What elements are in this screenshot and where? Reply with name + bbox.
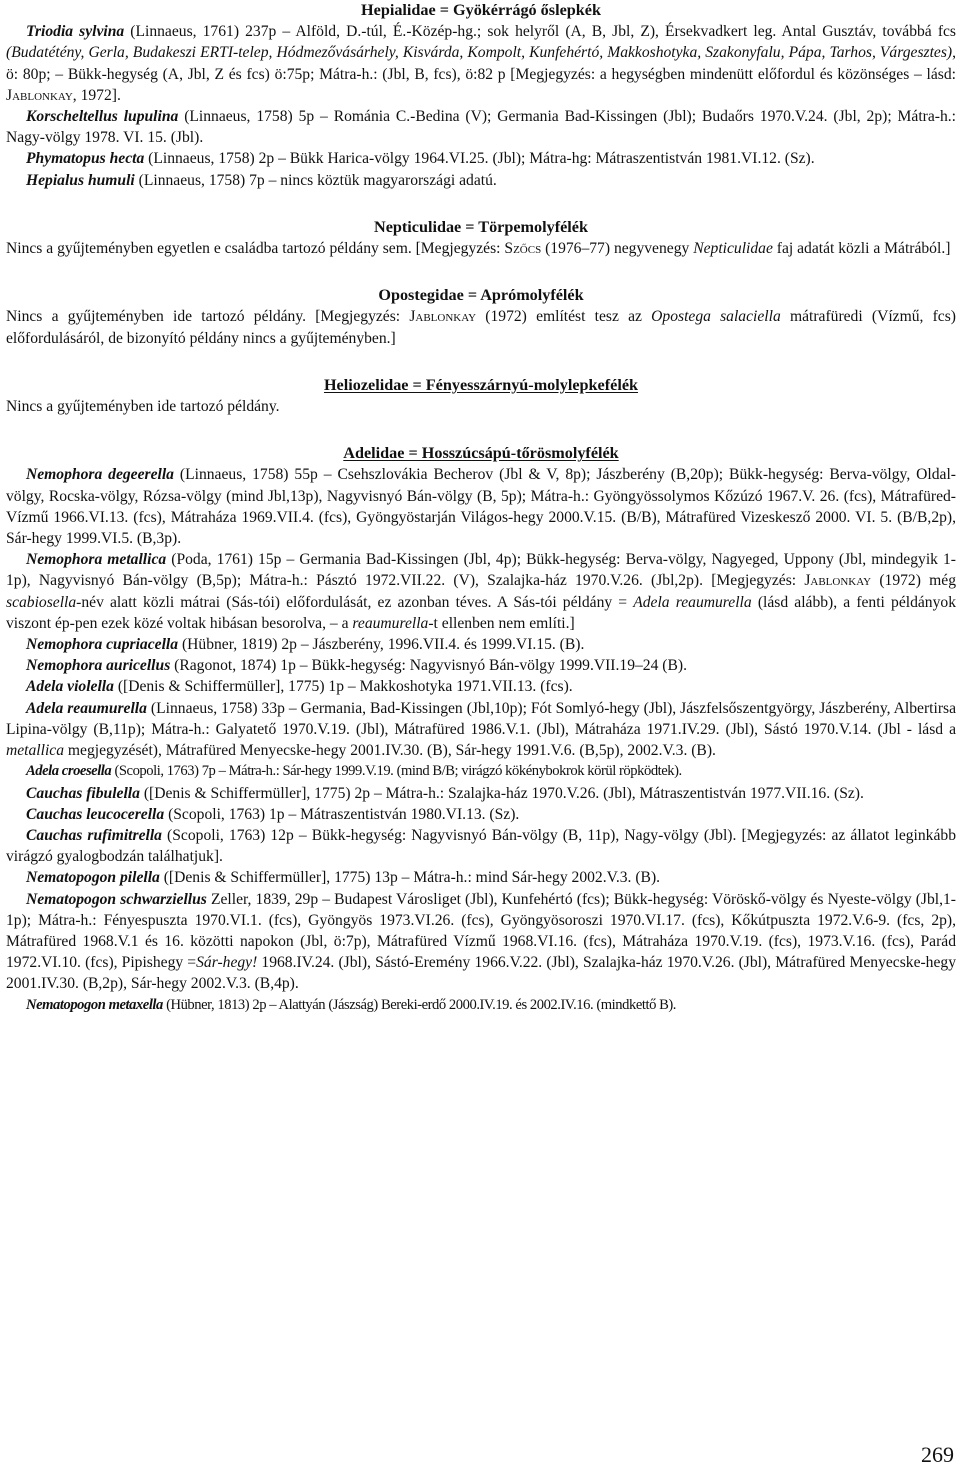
species-name: Nemophora cupriacella bbox=[26, 636, 179, 654]
species-entry: Nemophora auricellus (Ragonot, 1874) 1p – Bükk-hegység: Nagyvisnyó Bán-völgy 1999.VII.19–24 (B). bbox=[26, 657, 687, 675]
species-entry: Adela violella ([Denis & Schiffermüller], 1775) 1p – Makkoshotyka 1971.VII.13. (fcs). bbox=[26, 678, 573, 696]
author-name: Jablonkay bbox=[409, 308, 477, 326]
species-name: Adela violella bbox=[26, 678, 114, 696]
species-name: Adela reaumurella bbox=[26, 699, 147, 717]
document-page bbox=[6, 0, 956, 1016]
section-gap bbox=[6, 417, 956, 443]
species-entry: Cauchas fibulella ([Denis & Schiffermüller], 1775) 2p – Mátra-h.: Szalajka-ház 1970.V.26. (Jbl), Mátraszentistván 1977.VII.16. (Sz). bbox=[26, 784, 864, 802]
species-entry: Cauchas leucocerella (Scopoli, 1763) 1p – Mátraszentistván 1980.VI.13. (Sz). bbox=[26, 805, 520, 823]
section-title-adelidae: Adelidae = Hosszúcsápú-tőrösmolyfélék bbox=[343, 444, 619, 463]
page-number: 269 bbox=[921, 1442, 954, 1467]
author-name: Jablonkay bbox=[804, 572, 872, 590]
section-title-hepialidae: Hepialidae = Gyökérrágó őslepkék bbox=[361, 1, 601, 19]
species-entry: Nemophora cupriacella (Hübner, 1819) 2p – Jászberény, 1996.VII.4. és 1999.VI.15. (B). bbox=[26, 636, 585, 654]
species-name: Phymatopus hecta bbox=[26, 150, 145, 168]
species-name: Adela croesella bbox=[26, 763, 112, 780]
species-name: Nematopogon schwarziellus bbox=[26, 890, 207, 908]
section-note: Nincs a gyűjteményben ide tartozó példány. [Megjegyzés: Jablonkay (1972) említést tesz az Opostega salaciella mátrafüredi (Vízmű, fcs) előfordulásáról, de bizonyító példány nincs a gyűjteményben.] bbox=[6, 308, 956, 347]
species-entry: Nemophora metallica (Poda, 1761) 15p – Germania Bad-Kissingen (Jbl, 4p); Bükk-hegység: Berva-völgy, Nagyeged, Uppony (Jbl, mindegyik 1-1p), Nagyvisnyó Bán-völgy (B,5p); Mátra-h.: Pásztó 1972.VII.22. (V), Szalajka-ház 1970.V.26. (Jbl,2p). [Megjegyzés: Jablonkay (1972) még scabiosella-név alatt közli mátrai (Sás-tói) előfordulását, ez azonban téves. A Sás-tói példány = Adela reaumurella (lásd alább), a fenti példányok viszont ép-pen ezek közé voltak hibásan besorolva, – a reaumurella-t ellenben nem említi.] bbox=[6, 551, 956, 632]
species-name: Nemophora degeerella bbox=[26, 466, 174, 484]
section-gap bbox=[6, 259, 956, 285]
species-entry: Korscheltellus lupulina (Linnaeus, 1758) 5p – Románia C.-Bedina (V); Germania Bad-Kissingen (Jbl); Budaőrs 1970.V.24. (Jbl, 2p); Mátra-h.: Nagy-völgy 1978. VI. 15. (Jbl). bbox=[6, 108, 956, 147]
species-entry: Nematopogon schwarziellus Zeller, 1839, 29p – Budapest Városliget (Jbl), Kunfehértó (fcs); Bükk-hegység: Vöröskő-völgy és Nyeste-völgy (Jbl,1-1p); Mátra-h.: Fényespuszta 1970.VI.1. (fcs), Gyöngyös 1973.VI.26. (fcs), Gyöngyösoroszi 1970.VI.17. (fcs), Kőkútpuszta 1972.V.6-9. (fcs, 2p), Mátrafüred 1968.V.1 és 16. közötti napokon (Jbl, ö:7p), Mátrafüred Vízmű 1968.VI.16. (fcs), Mátraháza 1970.V.19. (fcs), 1973.V.16. (fcs), Parád 1972.VI.10. (fcs), Pipishegy =Sár-hegy! 1968.IV.24. (Jbl), Sástó-Eremény 1966.V.22. (Jbl), Szalajka-ház 1970.V.26. (Jbl), Mátrafüred Menyecske-hegy 2001.IV.30. (B,2p), Sár-hegy 2002.V.3. (B,4p). bbox=[6, 890, 956, 993]
section-title-heliozelidae: Heliozelidae = Fényesszárnyú-molylepkefélék bbox=[323, 375, 639, 394]
species-name: Cauchas leucocerella bbox=[26, 805, 165, 823]
species-entry: Hepialus humuli (Linnaeus, 1758) 7p – nincs köztük magyarországi adatú. bbox=[26, 171, 497, 189]
species-entry: Nemophora degeerella (Linnaeus, 1758) 55p – Csehszlovákia Becherov (Jbl & V, 8p); Jászberény (B,20p); Bükk-hegység: Berva-völgy, Oldal-völgy, Rocska-völgy, Rózsa-völgy (mind Jbl,13p), Nagyvisnyó Bán-völgy (B, 5p); Mátra-h.: Gyöngyössolymos Kőzúzó 1967.V. 26. (fcs), Mátrafüred-Vízmű 1966.VI.13. (fcs), Mátraháza 1969.VII.4. (fcs), Gyöngyöstarján Világos-hegy 2000.V.15. (B/B), Mátrafüred Vizeskesző 2000. VI. 5. (B/B,2p), Sár-hegy 1999.VI.5. (B,3p). bbox=[6, 466, 956, 548]
species-entry: Phymatopus hecta (Linnaeus, 1758) 2p – Bükk Harica-völgy 1964.VI.25. (Jbl); Mátra-hg: Mátraszentistván 1981.VI.12. (Sz). bbox=[26, 150, 815, 168]
section-gap bbox=[6, 349, 956, 375]
species-name: Nematopogon pilella bbox=[26, 869, 160, 887]
section-title-nepticulidae: Nepticulidae = Törpemolyfélék bbox=[374, 217, 588, 236]
section-title-opostegidae: Opostegidae = Aprómolyfélék bbox=[378, 286, 584, 305]
species-name: Nematopogon metaxella bbox=[26, 996, 163, 1013]
species-entry: Cauchas rufimitrella (Scopoli, 1763) 12p – Bükk-hegység: Nagyvisnyó Bán-völgy (B, 11p), Nagy-völgy (Jbl). [Megjegyzés: az állatot leginkább virágzó gyalogbodzán találhatjuk]. bbox=[6, 826, 956, 866]
species-entry: Adela croesella (Scopoli, 1763) 7p – Mátra-h.: Sár-hegy 1999.V.19. (mind B/B; virágzó kökénybokrok körül röpködtek). bbox=[26, 763, 682, 780]
section-gap bbox=[6, 191, 956, 217]
author-name: Jablonkay bbox=[6, 86, 73, 104]
species-name: Hepialus humuli bbox=[26, 171, 135, 189]
species-name: Korscheltellus lupulina bbox=[26, 108, 179, 126]
section-note: Nincs a gyűjteményben ide tartozó példány. bbox=[6, 398, 280, 416]
species-name: Nemophora auricellus bbox=[26, 657, 171, 675]
species-entry: Triodia sylvina (Linnaeus, 1761) 237p – Alföld, D.-túl, É.-Közép-hg.; sok helyről (A, B, Jbl, Z), Érsekvadkert leg. Antal Gusztáv, továbbá fcs (Budatétény, Gerla, Budakeszi ERTI-telep, Hódmezővásárhely, Kisvárda, Kompolt, Kunfehértó, Makkoshotyka, Szakonyfalu, Pápa, Tarhos, Várgesztes), ö: 80p; – Bükk-hegység (A, Jbl, Z és fcs) ö:75p; Mátra-h.: (Jbl, B, fcs), ö:82 p [Megjegyzés: a hegységben mindenütt előfordul és közönséges – lásd: Jablonkay, 1972]. bbox=[6, 23, 956, 104]
species-entry: Nematopogon metaxella (Hübner, 1813) 2p – Alattyán (Jászság) Bereki-erdő 2000.IV.19. és 2002.IV.16. (mindkettő B). bbox=[26, 996, 677, 1013]
species-name: Triodia sylvina bbox=[26, 23, 125, 41]
species-entry: Adela reaumurella (Linnaeus, 1758) 33p – Germania, Bad-Kissingen (Jbl,10p); Fót Somlyó-hegy (Jbl), Jászfelsőszentgyörgy, Jászberény, Albertirsa Lipina-völgy (B,11p); Mátra-h.: Galyatető 1970.V.19. (Jbl), Mátrafüred 1986.V.1. (Jbl), Mátraháza 1971.IV.29. (Jbl), Sástó 1970.V.14. (Jbl - lásd a metallica megjegyzését), Mátrafüred Menyecske-hegy 2001.IV.30. (B), Sár-hegy 1991.V.6. (B,5p), 2002.V.3. (B). bbox=[6, 699, 956, 760]
species-name: Nemophora metallica bbox=[26, 551, 167, 569]
author-name: Szőcs bbox=[504, 240, 542, 258]
section-note: Nincs a gyűjteményben egyetlen e családba tartozó példány sem. [Megjegyzés: Szőcs (1976–77) negyvenegy Nepticulidae faj adatát közli a Mátrából.] bbox=[6, 240, 951, 258]
species-name: Cauchas fibulella bbox=[26, 784, 140, 802]
species-entry: Nematopogon pilella ([Denis & Schiffermüller], 1775) 13p – Mátra-h.: mind Sár-hegy 2002.V.3. (B). bbox=[26, 869, 661, 887]
species-name: Cauchas rufimitrella bbox=[26, 826, 162, 844]
